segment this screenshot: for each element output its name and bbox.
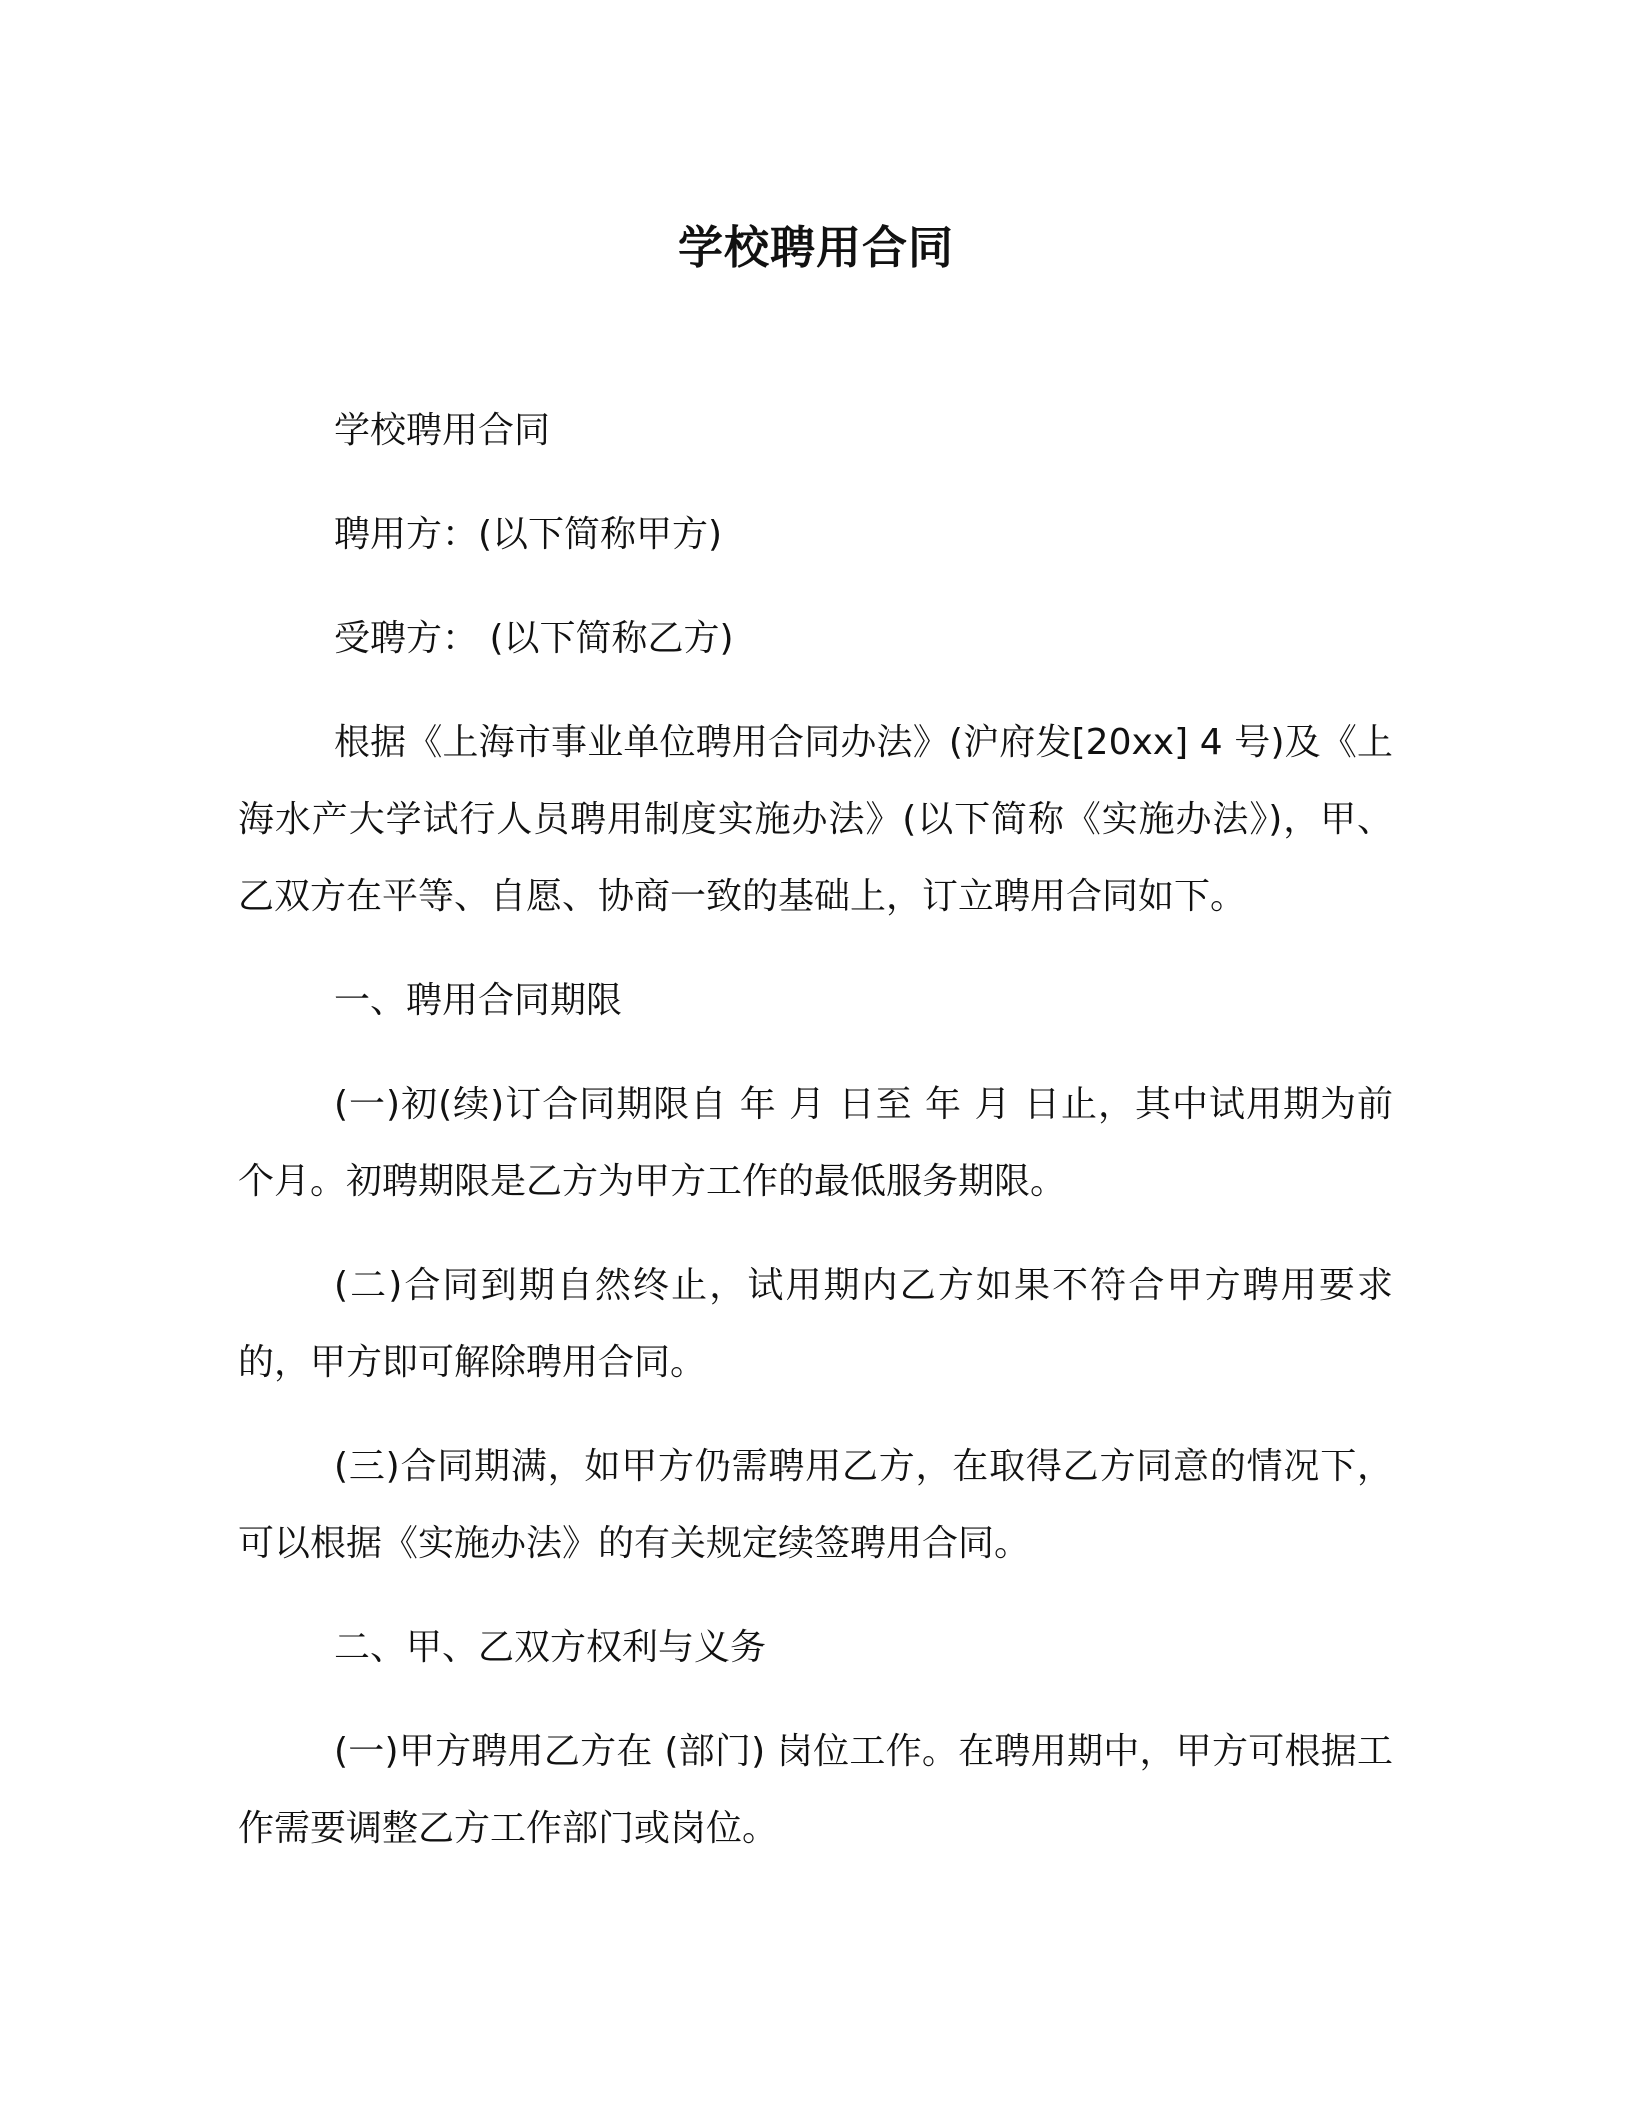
paragraph-contract-name: 学校聘用合同	[334, 410, 551, 451]
section-heading-rights: 二、甲、乙双方权利与义务	[334, 1627, 767, 1668]
paragraph-term-2: (二)合同到期自然终止，试用期内乙方如果不符合甲方聘用要求的，甲方即可解除聘用合同。	[238, 1265, 1393, 1383]
document-title: 学校聘用合同	[677, 221, 954, 274]
paragraph-employee: 受聘方： (以下简称乙方)	[334, 618, 734, 659]
document-body	[238, 392, 1393, 1894]
paragraph-term-3: (三)合同期满，如甲方仍需聘用乙方，在取得乙方同意的情况下，可以根据《实施办法》的有关规定续签聘用合同。	[238, 1446, 1393, 1564]
paragraph-rights-1: (一)甲方聘用乙方在 (部门) 岗位工作。在聘用期中，甲方可根据工作需要调整乙方工作部门或岗位。	[238, 1731, 1393, 1849]
paragraph-basis: 根据《上海市事业单位聘用合同办法》(沪府发[20xx] 4 号)及《上海水产大学试行人员聘用制度实施办法》(以下简称《实施办法》)，甲、乙双方在平等、自愿、协商一致的基础上，订立聘用合同如下。	[238, 722, 1393, 917]
section-heading-term: 一、聘用合同期限	[334, 980, 623, 1021]
paragraph-term-1: (一)初(续)订合同期限自 年 月 日至 年 月 日止，其中试用期为前 个月。初聘期限是乙方为甲方工作的最低服务期限。	[238, 1084, 1393, 1202]
paragraph-employer: 聘用方：(以下简称甲方)	[334, 514, 723, 555]
